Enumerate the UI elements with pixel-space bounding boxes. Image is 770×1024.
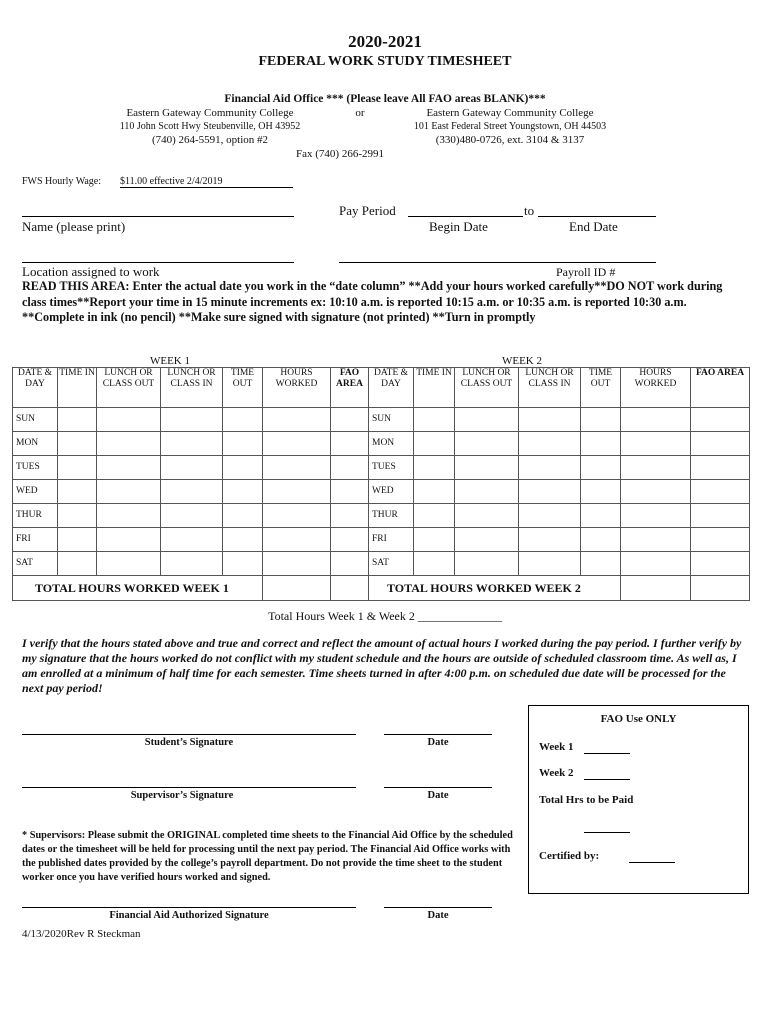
entry-cell[interactable] — [223, 408, 263, 432]
fa-signature-label: Financial Aid Authorized Signature — [109, 910, 269, 921]
fao-certified-label: Certified by: — [539, 850, 600, 862]
fa-signature-line[interactable] — [22, 907, 356, 908]
fax-number: Fax (740) 266-2991 — [296, 148, 384, 160]
campus2-name: Eastern Gateway Community College — [426, 107, 594, 119]
entry-cell[interactable] — [519, 480, 581, 504]
campus2-phone: (330)480-0726, ext. 3104 & 3137 — [435, 134, 585, 146]
col-time-out-w2: TIME OUT — [581, 368, 621, 408]
entry-cell[interactable] — [97, 504, 161, 528]
entry-cell[interactable] — [263, 408, 331, 432]
entry-cell[interactable] — [263, 432, 331, 456]
entry-cell[interactable] — [223, 528, 263, 552]
total-week1-cell[interactable] — [263, 576, 331, 601]
entry-cell[interactable] — [223, 456, 263, 480]
entry-cell[interactable] — [97, 456, 161, 480]
col-hours-w2: HOURS WORKED — [621, 368, 691, 408]
entry-cell[interactable] — [58, 528, 97, 552]
fao-cell — [691, 552, 750, 576]
entry-cell[interactable] — [581, 408, 621, 432]
entry-cell[interactable] — [58, 432, 97, 456]
day-cell: WED — [13, 480, 58, 504]
total-week1-label: TOTAL HOURS WORKED WEEK 1 — [13, 576, 263, 601]
entry-cell[interactable] — [519, 504, 581, 528]
fao-week1-line — [584, 753, 630, 754]
entry-cell[interactable] — [621, 432, 691, 456]
entry-cell[interactable] — [58, 408, 97, 432]
office-line: Financial Aid Office *** (Please leave All FAO areas BLANK)*** — [224, 93, 546, 105]
week2-label: WEEK 2 — [501, 355, 542, 367]
fao-cell — [691, 528, 750, 552]
fao-week2-label: Week 2 — [539, 767, 574, 779]
entry-cell[interactable] — [223, 480, 263, 504]
entry-cell[interactable] — [161, 480, 223, 504]
entry-cell[interactable] — [263, 528, 331, 552]
col-fao-w2: FAO AREA — [691, 368, 750, 408]
entry-cell[interactable] — [581, 528, 621, 552]
entry-cell[interactable] — [263, 456, 331, 480]
total-both-weeks: Total Hours Week 1 & Week 2 ______________ — [268, 609, 502, 623]
total-week1-fao — [331, 576, 369, 601]
day-cell: THUR — [13, 504, 58, 528]
table-row — [13, 456, 750, 480]
fao-cell — [691, 456, 750, 480]
entry-cell[interactable] — [161, 408, 223, 432]
to-label: to — [524, 203, 535, 218]
entry-cell[interactable] — [519, 408, 581, 432]
campus1-name: Eastern Gateway Community College — [126, 107, 294, 119]
entry-cell[interactable] — [414, 432, 455, 456]
campus1-address: 110 John Scott Hwy Steubenville, OH 43952 — [119, 121, 301, 132]
wage-label: FWS Hourly Wage: — [22, 176, 102, 187]
day-cell: THUR — [369, 504, 414, 528]
entry-cell[interactable] — [97, 408, 161, 432]
day-cell: FRI — [369, 528, 414, 552]
supervisor-signature-line[interactable] — [22, 787, 356, 788]
col-date-w1: DATE & DAY — [13, 368, 58, 408]
table-row — [13, 432, 750, 456]
fao-box-title: FAO Use ONLY — [600, 713, 677, 725]
entry-cell[interactable] — [455, 504, 519, 528]
entry-cell[interactable] — [414, 456, 455, 480]
entry-cell[interactable] — [621, 504, 691, 528]
entry-cell[interactable] — [414, 528, 455, 552]
entry-cell[interactable] — [414, 480, 455, 504]
day-cell: FRI — [13, 528, 58, 552]
entry-cell[interactable] — [414, 408, 455, 432]
payroll-line[interactable] — [339, 262, 656, 263]
fao-cell — [331, 432, 369, 456]
table-row — [13, 408, 750, 432]
campus1-phone: (740) 264-5591, option #2 — [151, 134, 269, 146]
fao-cell — [691, 480, 750, 504]
fao-cell — [331, 528, 369, 552]
total-week2-label: TOTAL HOURS WORKED WEEK 2 — [369, 576, 621, 601]
table-row — [13, 528, 750, 552]
entry-cell[interactable] — [263, 504, 331, 528]
col-time-in-w2: TIME IN — [414, 368, 455, 408]
begin-date-label: Begin Date — [429, 219, 488, 234]
fao-certified-line — [629, 862, 675, 863]
entry-cell[interactable] — [97, 552, 161, 576]
totals-row — [13, 576, 750, 601]
entry-cell[interactable] — [263, 552, 331, 576]
end-date-label: End Date — [569, 219, 618, 234]
col-fao-w1: FAO AREA — [331, 368, 369, 408]
entry-cell[interactable] — [97, 528, 161, 552]
entry-cell[interactable] — [455, 528, 519, 552]
entry-cell[interactable] — [223, 504, 263, 528]
fao-use-only-box — [528, 705, 749, 894]
supervisor-date-label: Date — [427, 790, 449, 801]
fao-cell — [691, 408, 750, 432]
entry-cell[interactable] — [161, 504, 223, 528]
fao-total-paid-label: Total Hrs to be Paid — [539, 794, 634, 806]
fao-week1-label: Week 1 — [539, 741, 574, 753]
supervisor-date-line[interactable] — [384, 787, 492, 788]
entry-cell[interactable] — [223, 432, 263, 456]
entry-cell[interactable] — [455, 480, 519, 504]
col-lunch-in-w1: LUNCH OR CLASS IN — [161, 368, 223, 408]
pay-period-label: Pay Period — [339, 203, 396, 218]
fao-cell — [331, 504, 369, 528]
entry-cell[interactable] — [621, 552, 691, 576]
fao-total-line — [584, 832, 630, 833]
student-date-line[interactable] — [384, 734, 492, 735]
table-row — [13, 480, 750, 504]
student-signature-line[interactable] — [22, 734, 356, 735]
day-cell: SAT — [13, 552, 58, 576]
entry-cell[interactable] — [621, 408, 691, 432]
entry-cell[interactable] — [455, 408, 519, 432]
col-hours-w1: HOURS WORKED — [263, 368, 331, 408]
col-time-in-w1: TIME IN — [58, 368, 97, 408]
day-cell: MON — [369, 432, 414, 456]
entry-cell[interactable] — [58, 552, 97, 576]
entry-cell[interactable] — [263, 480, 331, 504]
header-row — [13, 368, 750, 408]
entry-cell[interactable] — [58, 504, 97, 528]
entry-cell[interactable] — [97, 432, 161, 456]
fa-date-label: Date — [427, 910, 449, 921]
wage-value: $11.00 effective 2/4/2019 — [120, 176, 293, 188]
day-cell: TUES — [13, 456, 58, 480]
location-label: Location assigned to work — [22, 264, 160, 279]
name-line[interactable] — [22, 216, 294, 217]
day-cell: SUN — [369, 408, 414, 432]
entry-cell[interactable] — [581, 552, 621, 576]
supervisor-note: * Supervisors: Please submit the ORIGINAL completed time sheets to the Financial Aid Office by the scheduled dates or the timesheet will be held for processing until the next pay period. The Financial Aid Office works with the published dates provided by the college’s payroll department. Do not provide the time sheet to the student worker once you have verified hours worked and signed. — [22, 830, 513, 883]
entry-cell[interactable] — [223, 552, 263, 576]
entry-cell[interactable] — [621, 480, 691, 504]
student-date-label: Date — [427, 737, 449, 748]
fao-cell — [331, 408, 369, 432]
fao-cell — [331, 480, 369, 504]
fao-week2-line — [584, 779, 630, 780]
location-line[interactable] — [22, 262, 294, 263]
revision-footer: 4/13/2020Rev R Steckman — [22, 928, 141, 940]
entry-cell[interactable] — [97, 480, 161, 504]
table-row — [13, 552, 750, 576]
fa-date-line[interactable] — [384, 907, 492, 908]
verification-statement: I verify that the hours stated above and true and correct and reflect the amount of actual hours I worked during the pay period. I further verify by my signature that the hours worked do not conflict with my student schedule and the hours are outside of scheduled classroom time. As well as, I am enrolled at a minimum of half time for each semester. Time sheets turned in after 4:00 p.m. on scheduled due date will be processed for the next pay period! — [22, 636, 742, 695]
begin-date-line[interactable] — [408, 216, 523, 217]
entry-cell[interactable] — [621, 456, 691, 480]
col-lunch-out-w1: LUNCH OR CLASS OUT — [97, 368, 161, 408]
supervisor-signature-label: Supervisor’s Signature — [130, 790, 234, 801]
entry-cell[interactable] — [161, 528, 223, 552]
total-week2-fao — [691, 576, 750, 601]
entry-cell[interactable] — [581, 480, 621, 504]
entry-cell[interactable] — [58, 480, 97, 504]
entry-cell[interactable] — [455, 552, 519, 576]
entry-cell[interactable] — [581, 432, 621, 456]
timesheet-table — [12, 367, 750, 601]
entry-cell[interactable] — [519, 456, 581, 480]
entry-cell[interactable] — [455, 456, 519, 480]
fao-cell — [691, 504, 750, 528]
entry-cell[interactable] — [519, 528, 581, 552]
fao-cell — [331, 552, 369, 576]
form-title: FEDERAL WORK STUDY TIMESHEET — [258, 54, 512, 69]
day-cell: WED — [369, 480, 414, 504]
week1-label: WEEK 1 — [149, 355, 190, 367]
fao-cell — [691, 432, 750, 456]
entry-cell[interactable] — [161, 456, 223, 480]
instructions-text: READ THIS AREA: Enter the actual date you work in the “date column” **Add your hours worked carefully**DO NOT work during class times**Report your time in 15 minute increments ex: 10:10 a.m. is reported 10:15 a.m. or 10:35 a.m. is reported 10:30 a.m. **Complete in ink (no pencil) **Make sure signed with signature (not printed) **Turn in promptly — [22, 279, 723, 324]
entry-cell[interactable] — [161, 432, 223, 456]
table-row — [13, 504, 750, 528]
day-cell: SUN — [13, 408, 58, 432]
or-text: or — [355, 107, 365, 119]
payroll-label: Payroll ID # — [556, 265, 616, 279]
entry-cell[interactable] — [581, 456, 621, 480]
day-cell: SAT — [369, 552, 414, 576]
entry-cell[interactable] — [455, 432, 519, 456]
entry-cell[interactable] — [581, 504, 621, 528]
entry-cell[interactable] — [414, 504, 455, 528]
student-signature-label: Student’s Signature — [144, 737, 234, 748]
entry-cell[interactable] — [414, 552, 455, 576]
day-cell: MON — [13, 432, 58, 456]
form-year: 2020-2021 — [348, 32, 422, 51]
campus2-address: 101 East Federal Street Youngstown, OH 44503 — [413, 121, 607, 132]
col-date-w2: DATE & DAY — [369, 368, 414, 408]
fao-cell — [331, 456, 369, 480]
entry-cell[interactable] — [519, 552, 581, 576]
col-time-out-w1: TIME OUT — [223, 368, 263, 408]
entry-cell[interactable] — [519, 432, 581, 456]
end-date-line[interactable] — [538, 216, 656, 217]
col-lunch-in-w2: LUNCH OR CLASS IN — [519, 368, 581, 408]
entry-cell[interactable] — [161, 552, 223, 576]
col-lunch-out-w2: LUNCH OR CLASS OUT — [455, 368, 519, 408]
total-week2-cell[interactable] — [621, 576, 691, 601]
entry-cell[interactable] — [621, 528, 691, 552]
entry-cell[interactable] — [58, 456, 97, 480]
name-label: Name (please print) — [22, 219, 126, 234]
day-cell: TUES — [369, 456, 414, 480]
